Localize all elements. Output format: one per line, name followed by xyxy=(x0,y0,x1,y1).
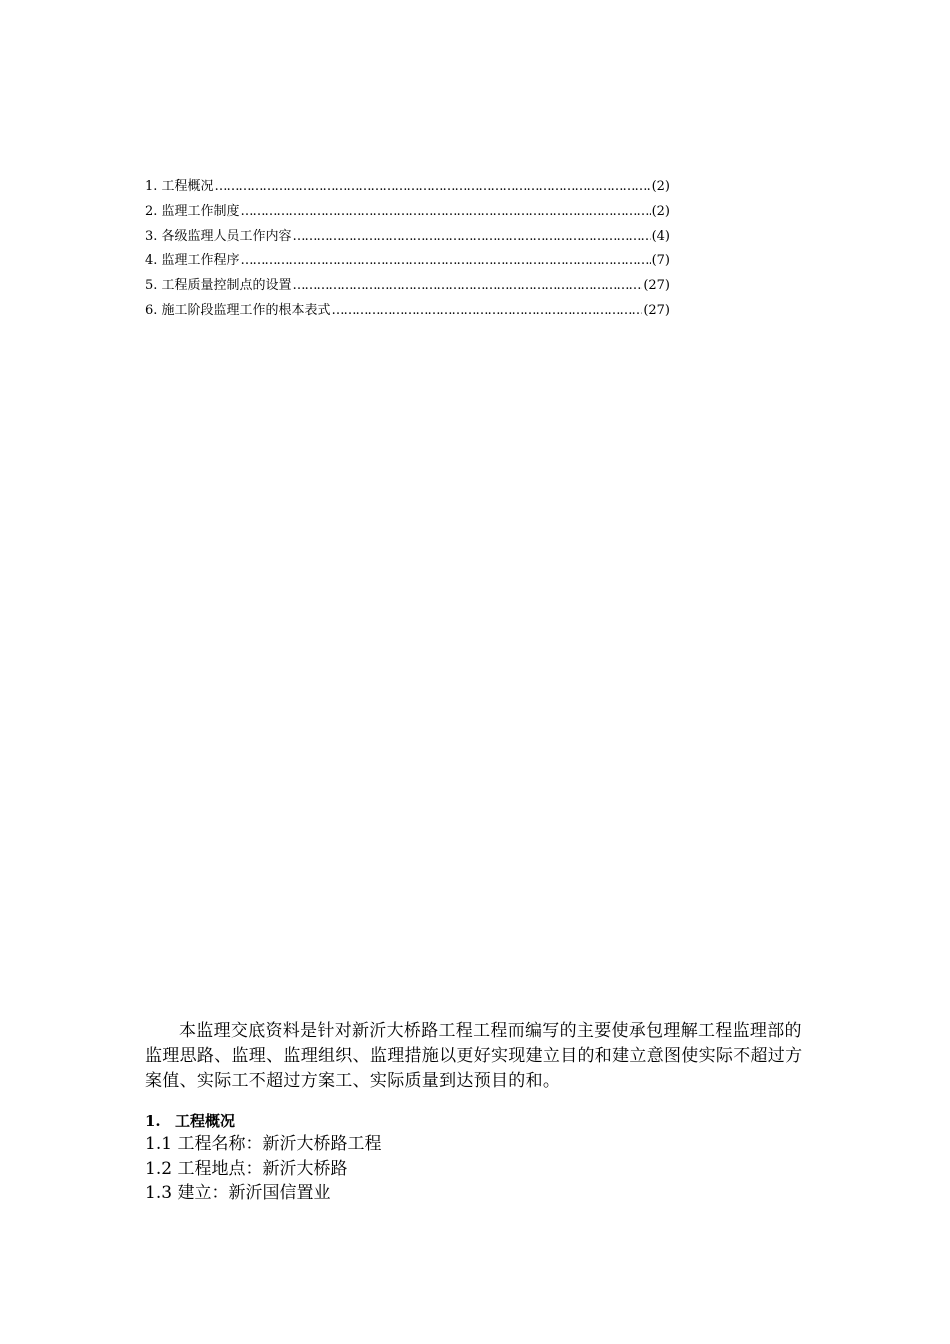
toc-entry-page: (2) xyxy=(651,203,670,219)
toc-entry[interactable] xyxy=(145,200,670,225)
toc-entry[interactable] xyxy=(145,299,670,324)
toc-entry-label: 6. 施工阶段监理工作的根本表式 xyxy=(145,302,331,318)
project-location-line: 1.2 工程地点：新沂大桥路 xyxy=(145,1158,348,1179)
toc-entry[interactable] xyxy=(145,249,670,274)
project-info xyxy=(145,1132,381,1206)
toc-leader-dots xyxy=(293,225,651,250)
toc-entry[interactable] xyxy=(145,225,670,250)
toc-leader-dots xyxy=(293,274,643,299)
toc-entry-page: (7) xyxy=(651,253,670,269)
toc-entry[interactable] xyxy=(145,274,670,299)
toc-leader-dots xyxy=(241,200,651,225)
intro-paragraph: 本监理交底资料是针对新沂大桥路工程工程而编写的主要使承包理解工程监理部的监理思路、监理、监理组织、监理措施以更好实现建立目的和建立意图使实际不超过方案值、实际工不超过方案工、实际质量到达预目的和。 xyxy=(145,1021,803,1091)
toc-entry-page: (27) xyxy=(643,278,670,294)
toc-leader-dots xyxy=(241,249,651,274)
project-owner-line: 1.3 建立：新沂国信置业 xyxy=(145,1183,331,1203)
toc-entry-label: 4. 监理工作程序 xyxy=(145,253,240,269)
toc-entry[interactable] xyxy=(145,175,670,200)
table-of-contents xyxy=(145,175,670,324)
section-number: 1. xyxy=(145,1112,161,1130)
toc-leader-dots xyxy=(332,299,643,324)
toc-entry-label: 2. 监理工作制度 xyxy=(145,203,240,219)
section-heading xyxy=(145,1110,235,1132)
project-name-line: 1.1 工程名称：新沂大桥路工程 xyxy=(145,1134,382,1154)
toc-entry-page: (2) xyxy=(651,179,670,194)
toc-entry-page: (27) xyxy=(643,302,670,318)
section-title: 工程概况 xyxy=(175,1112,236,1130)
toc-entry-label: 1. 工程概况 xyxy=(145,179,214,194)
toc-entry-label: 3. 各级监理人员工作内容 xyxy=(145,228,292,244)
toc-entry-label: 5. 工程质量控制点的设置 xyxy=(145,278,292,294)
toc-leader-dots xyxy=(215,175,651,200)
toc-entry-page: (4) xyxy=(651,228,670,244)
